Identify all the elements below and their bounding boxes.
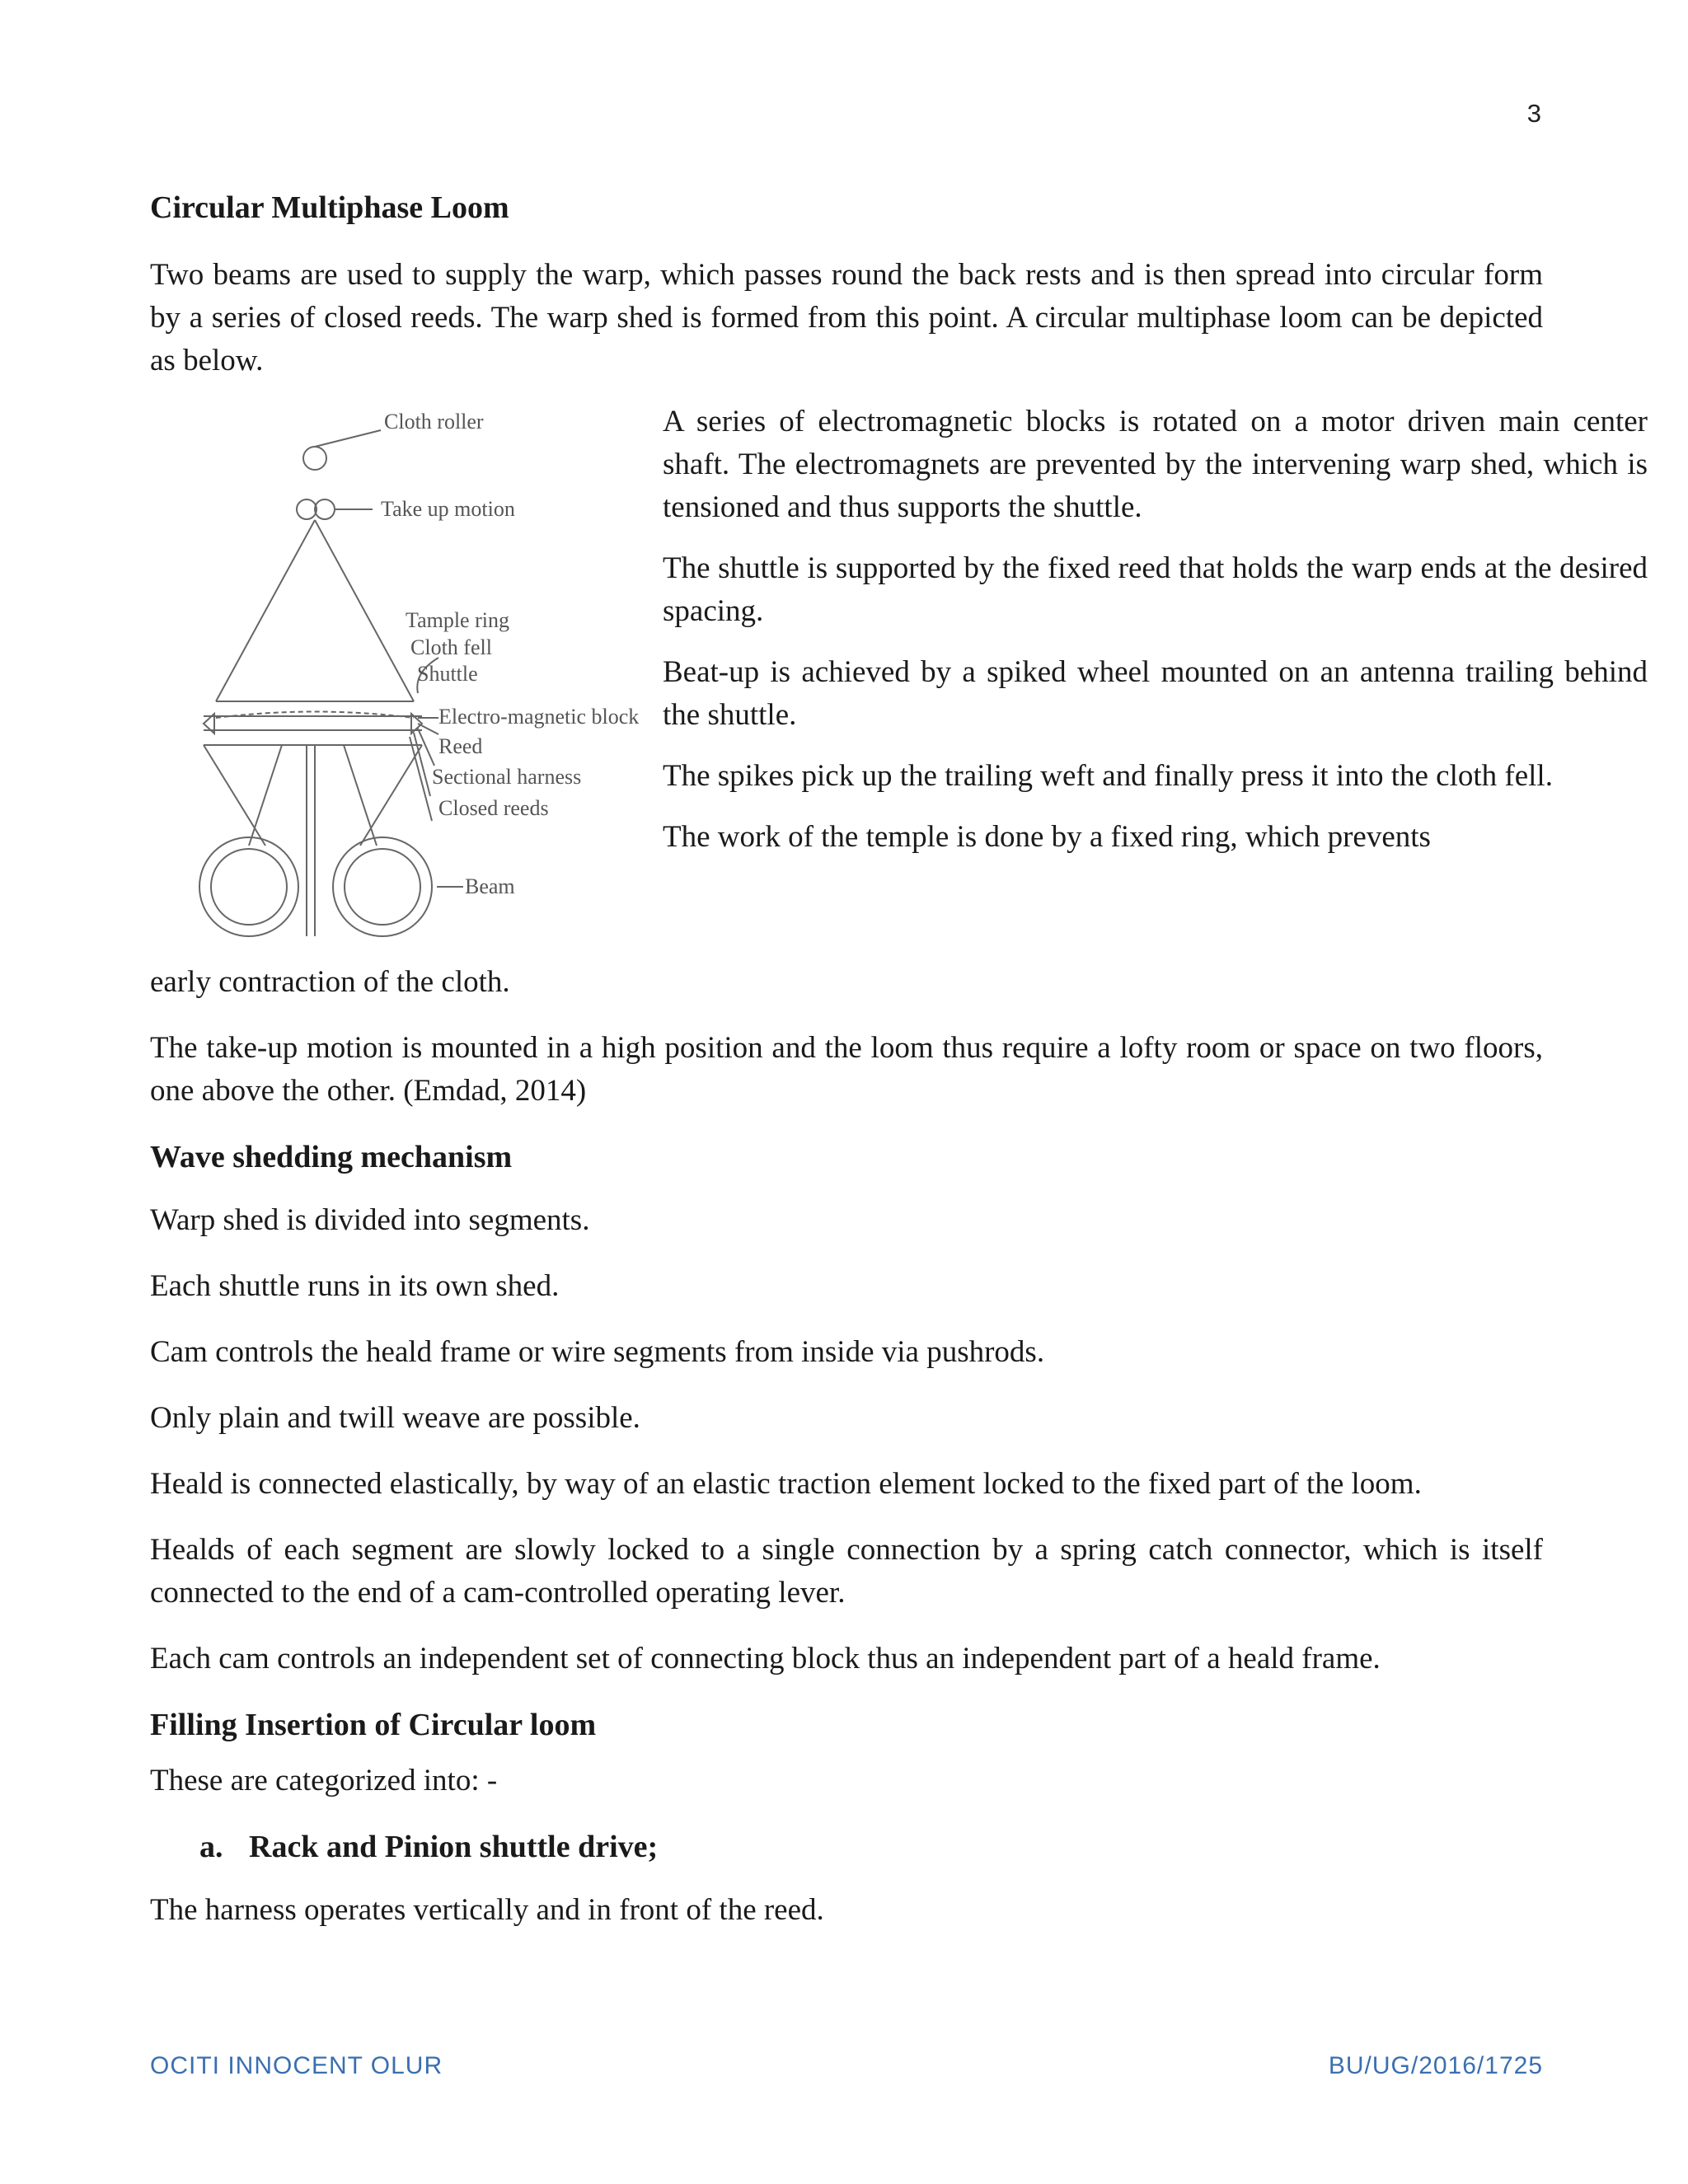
beam-right <box>333 837 432 936</box>
section-title-wave-shedding: Wave shedding mechanism <box>150 1139 513 1174</box>
label-electro-magnetic-block: Electro-magnetic block <box>438 704 640 729</box>
intro-paragraph: Two beams are used to supply the warp, which passes round the back rests and is then spread into circular form by a series of closed reeds. The warp shed is formed from this point. A circular multiphase loom can be depicted as below. <box>150 257 1543 377</box>
list-item-rack-pinion <box>199 1829 1543 1867</box>
cloth-roller-shape <box>303 447 326 470</box>
side-column <box>663 401 1648 877</box>
continuation-text: early contraction of the cloth. <box>150 964 510 999</box>
beam-right-inner <box>345 849 420 925</box>
label-take-up-motion: Take up motion <box>381 496 515 521</box>
wave-paragraph: Each cam controls an independent set of connecting block thus an independent part of a heald frame. <box>150 1642 1381 1676</box>
side-paragraph: The work of the temple is done by a fixed ring, which prevents <box>663 819 1431 854</box>
beam-left <box>199 837 298 936</box>
label-shuttle: Shuttle <box>417 661 478 686</box>
wave-paragraph: Healds of each segment are slowly locked to a single connection by a spring catch connector, which is itself connected to the end of a cam-controlled operating lever. <box>150 1533 1543 1610</box>
label-closed-reeds: Closed reeds <box>438 795 549 820</box>
page-content <box>150 190 1648 1932</box>
label-sectional-harness: Sectional harness <box>432 764 582 789</box>
label-beam: Beam <box>465 874 515 898</box>
side-paragraph: A series of electromagnetic blocks is rotated on a motor driven main center shaft. The electromagnets are prevented by the intervening warp shed, which is tensioned and thus supports the shuttle. <box>663 404 1648 524</box>
footer-author: OCITI INNOCENT OLUR <box>150 2052 443 2079</box>
wave-paragraph: Heald is connected elastically, by way of an elastic traction element locked to the fixed part of the loom. <box>150 1467 1422 1502</box>
label-cloth-roller: Cloth roller <box>384 409 484 434</box>
loom-diagram <box>166 401 661 961</box>
list-marker: a. <box>199 1829 223 1864</box>
take-up-roller-right <box>315 499 335 519</box>
wave-paragraph: Cam controls the heald frame or wire segments from inside via pushrods. <box>150 1335 1045 1370</box>
label-tample-ring: Tample ring <box>406 607 509 632</box>
footer-id: BU/UG/2016/1725 <box>1328 2052 1543 2079</box>
section-title-circular-loom: Circular Multiphase Loom <box>150 190 509 225</box>
side-paragraph: The spikes pick up the trailing weft and finally press it into the cloth fell. <box>663 758 1553 793</box>
label-cloth-fell: Cloth fell <box>410 635 492 659</box>
take-up-roller-left <box>297 499 316 519</box>
figure-row <box>150 401 1648 969</box>
categories-intro: These are categorized into: - <box>150 1763 498 1797</box>
rack-pinion-text: The harness operates vertically and in front of the reed. <box>150 1893 824 1928</box>
list-item-label: Rack and Pinion shuttle drive; <box>249 1829 659 1864</box>
wave-paragraph: Each shuttle runs in its own shed. <box>150 1269 560 1304</box>
section-title-filling-insertion: Filling Insertion of Circular loom <box>150 1708 597 1743</box>
page-number: 3 <box>1526 99 1541 128</box>
wave-paragraph: Only plain and twill weave are possible. <box>150 1401 640 1436</box>
side-paragraph: The shuttle is supported by the fixed reed that holds the warp ends at the desired spacing. <box>663 551 1648 628</box>
beam-left-inner <box>211 849 287 925</box>
label-reed: Reed <box>438 733 483 758</box>
takeup-paragraph: The take-up motion is mounted in a high position and the loom thus require a lofty room or space on two floors, one above the other. (Emdad, 2014) <box>150 1030 1543 1108</box>
side-paragraph: Beat-up is achieved by a spiked wheel mounted on an antenna trailing behind the shuttle. <box>663 654 1648 732</box>
wave-paragraph: Warp shed is divided into segments. <box>150 1203 590 1238</box>
